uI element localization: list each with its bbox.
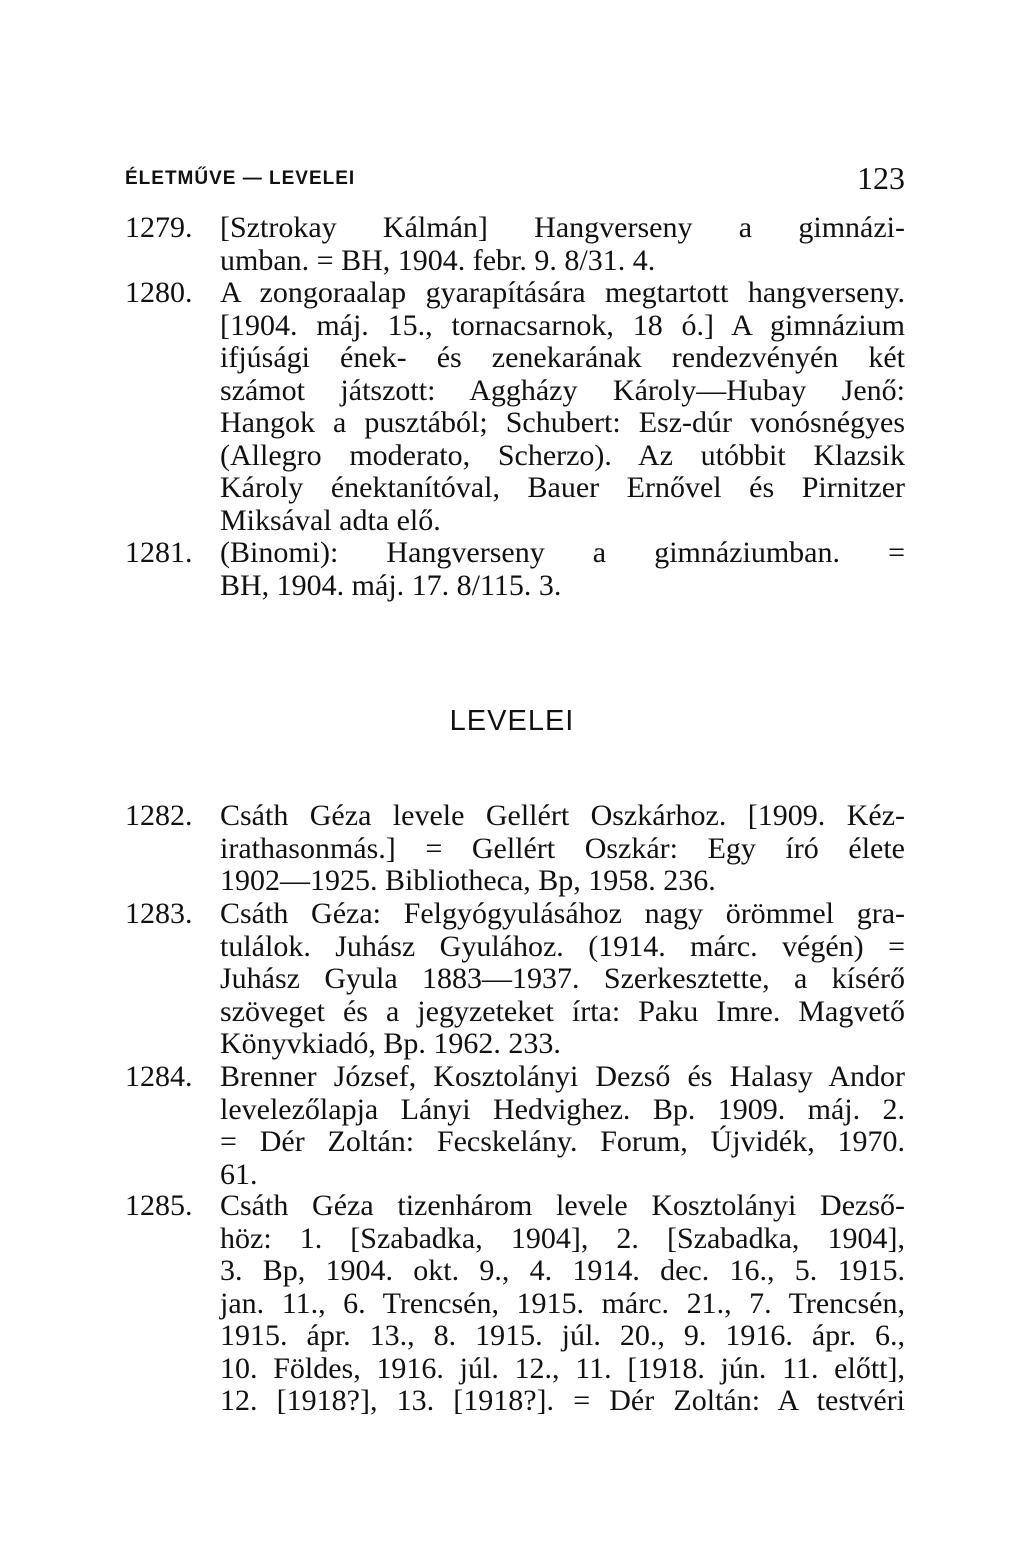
entry-text: [220, 1061, 905, 1191]
entry-line: Miksával adta elő.: [220, 503, 441, 537]
entry-line: umban. = BH, 1904. febr. 9. 8/31. 4.: [220, 243, 656, 277]
entry-line: [1904. máj. 15., tornacsarnok, 18 ó.] A gimnázium: [220, 308, 905, 342]
entry-line: Brenner József, Kosztolányi Dezső és Halasy Andor: [220, 1060, 905, 1093]
entry-line: Csáth Géza: Felgyógyulásához nagy örömmel gra-: [220, 897, 905, 930]
entry-line: szöveget és a jegyzeteket írta: Paku Imre. Magvető: [220, 994, 905, 1028]
entry-line: 3. Bp, 1904. okt. 9., 4. 1914. dec. 16., 5. 1915.: [220, 1254, 905, 1287]
entry-line: (Binomi): Hangverseny a gimnáziumban. =: [220, 536, 905, 569]
entry-line: 61.: [220, 1157, 258, 1191]
bibliography-entry-1282: [125, 800, 905, 898]
entry-line: levelezőlapja Lányi Hedvighez. Bp. 1909. máj. 2.: [220, 1092, 905, 1126]
entry-line: Károly énektanítóval, Bauer Ernővel és Pirnitzer: [220, 471, 905, 504]
entry-line: [Sztrokay Kálmán] Hangverseny a gimnázi-: [220, 211, 905, 244]
entry-line: 10. Földes, 1916. júl. 12., 11. [1918. jún. 11. előtt],: [220, 1351, 905, 1385]
entry-line: (Allegro moderato, Scherzo). Az utóbbit Klazsik: [220, 438, 905, 472]
entry-line: höz: 1. [Szabadka, 1904], 2. [Szabadka, 1904],: [220, 1221, 905, 1255]
entry-line: ifjúsági ének- és zenekarának rendezvényén két: [220, 341, 905, 374]
entry-text: [220, 800, 905, 898]
entry-text: [220, 898, 905, 1061]
entry-line: Hangok a pusztából; Schubert: Esz-dúr vonósnégyes: [220, 406, 905, 439]
entry-line: Könyvkiadó, Bp. 1962. 233.: [220, 1027, 561, 1060]
running-title: ÉLETMŰVE — LEVELEI: [125, 168, 356, 189]
page-number: 123: [857, 160, 905, 196]
entry-number: 1281.: [125, 536, 193, 569]
entry-line: 1902—1925. Bibliotheca, Bp, 1958. 236.: [220, 864, 716, 897]
bibliography-entry-1283: [125, 898, 905, 1061]
bibliography-entry-1280: [125, 277, 905, 537]
entry-line: BH, 1904. máj. 17. 8/115. 3.: [220, 568, 562, 602]
entry-number: 1280.: [125, 276, 193, 309]
entry-text: [220, 537, 905, 602]
entry-line: 1915. ápr. 13., 8. 1915. júl. 20., 9. 1916. ápr. 6.,: [220, 1319, 905, 1352]
entry-line: jan. 11., 6. Trencsén, 1915. márc. 21., 7. Trencsén,: [220, 1286, 905, 1320]
entry-line: A zongoraalap gyarapítására megtartott hangverseny.: [220, 276, 905, 309]
entry-line: számot játszott: Aggházy Károly—Hubay Jenő:: [220, 373, 905, 407]
entry-line: tulálok. Juhász Gyulához. (1914. márc. végén) =: [220, 929, 905, 963]
bibliography-entry-1285: [125, 1190, 905, 1418]
entry-line: = Dér Zoltán: Fecskelány. Forum, Újvidék, 1970.: [220, 1125, 905, 1158]
entry-line: Csáth Géza tizenhárom levele Kosztolányi Dezső-: [220, 1189, 905, 1222]
entry-line: irathasonmás.] = Gellért Oszkár: Egy író élete: [220, 831, 905, 865]
entry-line: 12. [1918?], 13. [1918?]. = Dér Zoltán: A testvéri: [220, 1384, 905, 1417]
bibliography-entry-1279: [125, 212, 905, 277]
bibliography-entry-1284: [125, 1061, 905, 1191]
section-title: LEVELEI: [449, 705, 575, 737]
entry-number: 1279.: [125, 211, 193, 244]
entry-text: [220, 1190, 905, 1418]
bibliography-entry-1281: [125, 537, 905, 602]
entry-number: 1285.: [125, 1189, 193, 1222]
running-head: [125, 160, 905, 200]
entry-line: Juhász Gyula 1883—1937. Szerkesztette, a kísérő: [220, 962, 905, 995]
entry-text: [220, 212, 905, 277]
entry-number: 1283.: [125, 897, 193, 930]
entry-line: Csáth Géza levele Gellért Oszkárhoz. [1909. Kéz-: [220, 799, 905, 832]
entry-number: 1282.: [125, 799, 193, 832]
entry-text: [220, 277, 905, 537]
entry-number: 1284.: [125, 1060, 193, 1093]
